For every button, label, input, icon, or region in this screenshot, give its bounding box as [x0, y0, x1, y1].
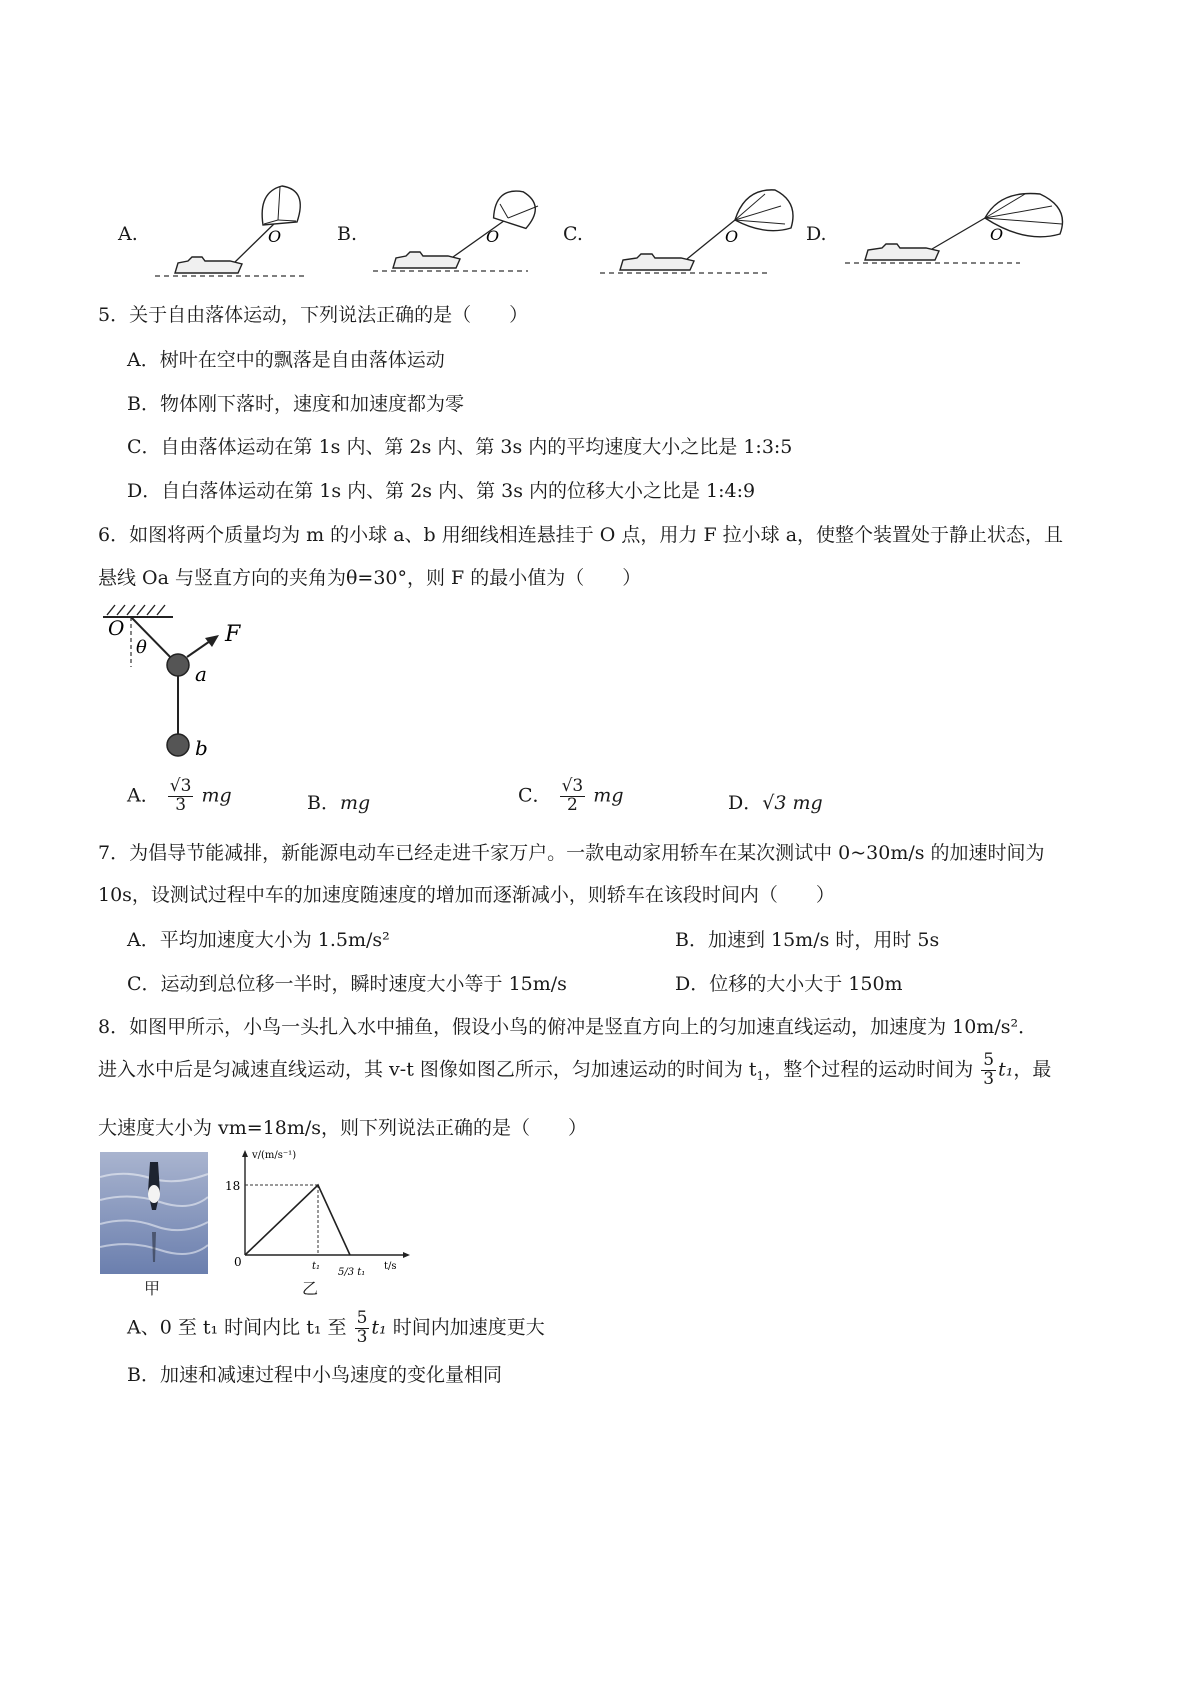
q7-option-a: A．平均加速度大小为 1.5m/s²: [127, 929, 390, 951]
q7-option-c: C．运动到总位移一半时，瞬时速度大小等于 15m/s: [127, 973, 567, 995]
tick-origin: 0: [234, 1255, 242, 1269]
numerator: 5: [983, 1050, 995, 1070]
boat-shape: [393, 252, 460, 268]
q4-option-c-figure: [595, 180, 805, 285]
fraction: [355, 1310, 370, 1347]
q8-option-a: [127, 1310, 545, 1347]
fig-yi-caption: 乙: [302, 1279, 319, 1298]
option-text: 时间内加速度更大: [392, 1316, 545, 1339]
stem-text: ，最: [1013, 1058, 1052, 1081]
vt-line: [245, 1185, 350, 1255]
tick-t1: t₁: [312, 1261, 321, 1272]
boat-shape: [865, 244, 939, 260]
q4-option-d-figure: [840, 180, 1075, 285]
option-tail: mg: [593, 784, 624, 807]
q5-stem: 5．关于自由落体运动，下列说法正确的是（ ）: [98, 304, 529, 326]
q6-stem-line-1: 6．如图将两个质量均为 m 的小球 a、b 用细线相连悬挂于 O 点，用力 F 拉小球 a，使整个装置处于静止状态，且: [98, 524, 1064, 546]
t1-symbol: t₁: [998, 1058, 1014, 1081]
stem-text: 进入水中后是匀减速直线运动，其 v-t 图像如图乙所示，匀加速运动的时间为 t: [98, 1058, 757, 1081]
v-axis-label: v/(m/s⁻¹): [252, 1150, 297, 1161]
q8-stem-line-2: 进入水中后是匀减速直线运动，其 v-t 图像如图乙所示，匀加速运动的时间为 $t_1$，整个过程的运动时间为 $\frac{5}{3}$ t₁，最: [98, 1050, 1052, 1089]
numerator: 5: [356, 1308, 368, 1328]
numerator: √3: [561, 776, 584, 796]
parachute-canopy: [735, 190, 793, 231]
parachute-canopy: [492, 185, 540, 230]
q7-option-d: D．位移的大小大于 150m: [675, 973, 903, 995]
q6-stem-line-2: 悬线 Oa 与竖直方向的夹角为θ=30°，则 F 的最小值为（ ）: [98, 567, 642, 589]
option-letter: B．: [307, 792, 340, 814]
denominator: 3: [356, 1326, 368, 1347]
label-o: O: [108, 616, 125, 640]
q7-option-b: B．加速到 15m/s 时，用时 5s: [675, 929, 940, 951]
q6-figure: [95, 595, 275, 775]
q8-stem-line-1: 8．如图甲所示，小鸟一头扎入水中捕鱼，假设小鸟的俯冲是竖直方向上的匀加速直线运动，加速度为 10m/s²．: [98, 1016, 1038, 1038]
fig-jia-caption: 甲: [144, 1279, 161, 1298]
q6-option-a: [127, 778, 232, 815]
q7-stem-line-1: 7．为倡导节能减排，新能源电动车已经走进千家万户。一款电动家用轿车在某次测试中 0~30m/s 的加速时间为: [98, 842, 1045, 864]
tick-end: 5/3 t₁: [338, 1267, 366, 1278]
ball-b: [167, 734, 189, 756]
option-letter: A．: [127, 784, 160, 807]
q5-option-d: D．自白落体运动在第 1s 内、第 2s 内、第 3s 内的位移大小之比是 1:4:9: [127, 480, 756, 502]
point-o-label: O: [268, 227, 282, 246]
q5-option-c: C．自由落体运动在第 1s 内、第 2s 内、第 3s 内的平均速度大小之比是 1:3:5: [127, 436, 793, 458]
q4-option-b-letter: B.: [337, 223, 358, 245]
vt-graph: [220, 1145, 420, 1285]
option-text: √3 mg: [762, 792, 823, 814]
tick-18: 18: [225, 1179, 241, 1193]
option-letter: D．: [728, 792, 763, 814]
numerator: √3: [169, 776, 192, 796]
q6-option-b: [307, 788, 370, 815]
label-a: a: [195, 662, 207, 686]
option-text: mg: [339, 792, 371, 814]
q4-option-b-figure: [368, 180, 568, 285]
denominator: 3: [175, 794, 187, 815]
fraction: [560, 778, 586, 815]
ball-a: [167, 654, 189, 676]
label-b: b: [195, 736, 208, 760]
bird-photo: [100, 1152, 208, 1274]
t-axis-label: t/s: [384, 1261, 397, 1272]
q4-option-a-figure: [150, 180, 330, 285]
point-o-label: O: [486, 227, 500, 246]
option-letter: C．: [518, 784, 552, 807]
tow-rope: [932, 218, 985, 249]
option-text: A、0 至 t₁ 时间内比 t₁ 至: [127, 1316, 347, 1339]
q4-option-c-letter: C.: [563, 223, 583, 245]
q6-option-d: [728, 788, 823, 815]
ceiling-hatching: [107, 605, 165, 615]
stem-text: ，整个过程的运动时间为: [764, 1058, 974, 1081]
tow-rope: [453, 218, 508, 257]
boat-shape: [620, 254, 694, 270]
denominator: 3: [983, 1068, 995, 1089]
boat-shape: [175, 257, 242, 273]
t1-symbol: t₁: [371, 1316, 387, 1339]
q6-option-c: [518, 778, 623, 815]
q4-option-d-letter: D.: [806, 223, 827, 245]
fraction: [981, 1052, 996, 1089]
q8-stem-line-3: 大速度大小为 vm=18m/s，则下列说法正确的是（ ）: [98, 1117, 588, 1139]
label-theta: θ: [136, 637, 147, 658]
point-o-label: O: [990, 225, 1004, 244]
q5-option-a: A．树叶在空中的飘落是自由落体运动: [127, 349, 445, 371]
fraction: [168, 778, 194, 815]
q8-option-b: B．加速和减速过程中小鸟速度的变化量相同: [127, 1364, 502, 1386]
q7-stem-line-2: 10s，设测试过程中车的加速度随速度的增加而逐渐减小，则轿车在该段时间内（ ）: [98, 884, 835, 906]
denominator: 2: [567, 794, 578, 815]
point-o-label: O: [725, 227, 739, 246]
q4-option-a-letter: A.: [118, 223, 138, 245]
label-f: F: [225, 622, 241, 647]
force-arrowhead: [205, 635, 219, 647]
option-tail: mg: [201, 784, 232, 807]
parachute-canopy: [262, 186, 300, 225]
q5-option-b: B．物体刚下落时，速度和加速度都为零: [127, 393, 464, 415]
